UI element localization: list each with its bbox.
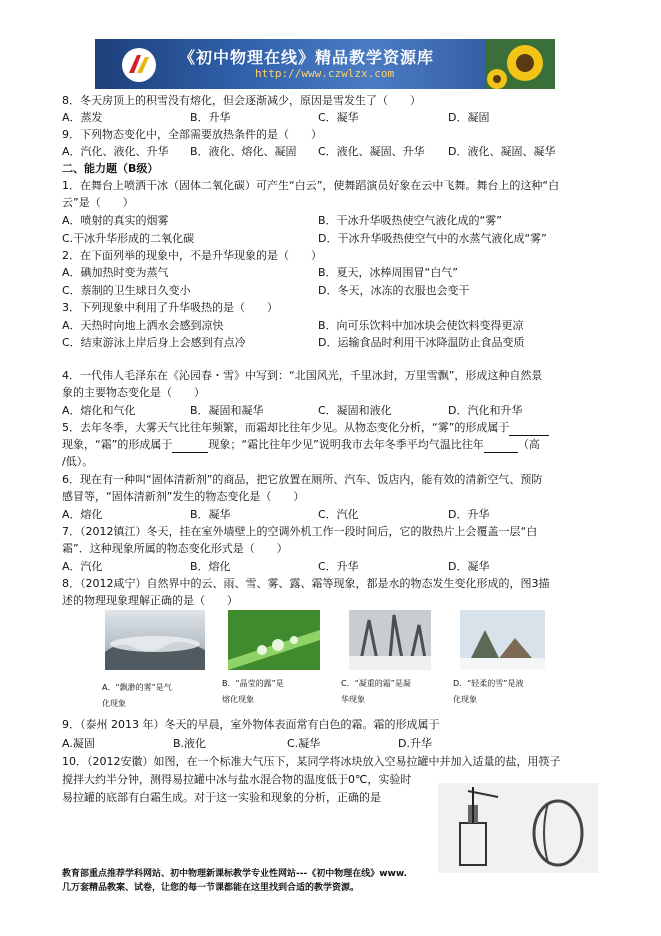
q9-option-b: B．液化、熔化、凝固 [190, 145, 297, 158]
snow-photo [460, 610, 545, 670]
p5-line-2 [62, 437, 540, 453]
q8-option-a: A．蒸发 [62, 111, 103, 124]
p5-line-2a: 现象，“霜”的形成属于 [62, 438, 173, 451]
p3-stem: 3．下列现象中利用了升华吸热的是（ ） [62, 301, 278, 314]
p5-line-1 [62, 420, 549, 436]
site-logo-icon [121, 47, 157, 83]
caption-c-line-1: C．“凝重的霜”是凝 [341, 679, 411, 688]
p9-option-d: D.升华 [398, 737, 432, 750]
fog-photo [105, 610, 205, 670]
caption-a-line-2: 化现象 [102, 699, 126, 708]
p10-line-3: 易拉罐的底部有白霜生成。对于这一实验和现象的分析，正确的是 [62, 791, 381, 804]
caption-d-line-1: D．“轻柔的雪”是液 [453, 679, 524, 688]
p4-option-c: C．凝固和液化 [318, 404, 392, 417]
p7-option-a: A．汽化 [62, 560, 103, 573]
p5-line-2c: （高 [517, 438, 540, 451]
p5-line-1-text: 5．去年冬季，大雾天气比往年频繁，而霜却比往年少见。从物态变化分析，“雾”的形成属于 [62, 421, 510, 434]
caption-b-line-2: 熔化现象 [222, 695, 254, 704]
p5-line-3: /低）。 [62, 455, 94, 468]
q8-stem: 8．冬天房顶上的积雪没有熔化，但会逐渐减少，原因是雪发生了（ ） [62, 94, 421, 107]
p2-option-d: D．冬天，冰冻的衣服也会变干 [318, 284, 470, 297]
p10-line-1: 10．（2012安徽）如图，在一个标准大气压下，某同学将冰块放入空易拉罐中并加入适量的盐，用筷子 [62, 755, 561, 768]
p4-line-1: 4．一代伟人毛泽东在《沁园春・雪》中写到：“北国风光，千里冰封，万里雪飘”，形成这种自然景 [62, 369, 543, 382]
p1-option-d: D．干冰升华吸热使空气中的水蒸气液化成“雾” [318, 232, 547, 245]
p2-option-b: B．夏天，冰棒周围冒“白气” [318, 266, 458, 279]
p10-line-2: 搅拌大约半分钟，测得易拉罐中冰与盐水混合物的温度低于0℃，实验时 [62, 773, 412, 786]
footer-line-1: 教育部重点推荐学科网站、初中物理新课标教学专业性网站---《初中物理在线》www. [62, 869, 407, 879]
caption-c-line-2: 华现象 [341, 695, 365, 704]
p3-option-a: A．天热时向地上洒水会感到凉快 [62, 319, 224, 332]
q8-option-b: B．升华 [190, 111, 231, 124]
p7-line-2: 霜”．这种现象所属的物态变化形式是（ ） [62, 542, 288, 555]
caption-d-line-2: 化现象 [453, 695, 477, 704]
p9-option-a: A.凝固 [62, 737, 95, 750]
p6-option-d: D．升华 [448, 508, 490, 521]
can-experiment-illustration [438, 783, 598, 873]
p8-line-1: 8．（2012咸宁）自然界中的云、雨、雪、雾、露、霜等现象，都是水的物态发生变化形成的，图3描 [62, 577, 550, 590]
p4-option-d: D．汽化和升华 [448, 404, 523, 417]
p1-option-b: B．干冰升华吸热使空气液化成的“雾” [318, 214, 502, 227]
q9-stem: 9．下列物态变化中，全部需要放热条件的是（ ） [62, 128, 322, 141]
p4-option-b: B．凝固和凝华 [190, 404, 264, 417]
caption-b-line-1: B．“晶莹的露”是 [222, 679, 284, 688]
p6-option-c: C．汽化 [318, 508, 359, 521]
p1-option-c: C.干冰升华形成的二氧化碳 [62, 232, 195, 245]
frost-photo [349, 610, 431, 670]
p7-option-c: C．升华 [318, 560, 359, 573]
q8-option-d: D．凝固 [448, 111, 490, 124]
p3-option-b: B．向可乐饮料中加冰块会使饮料变得更凉 [318, 319, 524, 332]
fog-answer-blank[interactable] [509, 420, 549, 436]
temperature-answer-blank[interactable] [484, 437, 518, 453]
sunflower-image [485, 39, 555, 89]
footer-line-2: 几万套精品教案、试卷，让您的每一节课都能在这里找到合适的教学资源。 [62, 883, 360, 893]
p3-option-d: D．运输食品时利用干冰降温防止食品变质 [318, 336, 525, 349]
q8-option-c: C．凝华 [318, 111, 359, 124]
p1-option-a: A．喷射的真实的烟雾 [62, 214, 169, 227]
p6-line-2: 感冒等，“固体清新剂”发生的物态变化是（ ） [62, 490, 305, 503]
p7-option-b: B．熔化 [190, 560, 231, 573]
caption-a-line-1: A．“飘渺的雾”是气 [102, 683, 172, 692]
p7-option-d: D．凝华 [448, 560, 490, 573]
p3-option-c: C．结束游泳上岸后身上会感到有点冷 [62, 336, 246, 349]
section-heading: 二、能力题（B级） [62, 162, 159, 175]
p1-line-1: 1．在舞台上喷洒干冰（固体二氧化碳）可产生“白云”，使舞蹈演员好象在云中飞舞。舞台上的这种“白 [62, 179, 560, 192]
p8-line-2: 述的物理现象理解正确的是（ ） [62, 594, 238, 607]
p2-option-a: A．碘加热时变为蒸气 [62, 266, 169, 279]
q9-option-d: D．液化、凝固、凝华 [448, 145, 556, 158]
q9-option-a: A．汽化、液化、升华 [62, 145, 169, 158]
p7-line-1: 7．（2012镇江）冬天，挂在室外墙壁上的空调外机工作一段时间后，它的散热片上会覆盖一层“白 [62, 525, 538, 538]
q9-option-c: C．液化、凝固、升华 [318, 145, 425, 158]
banner-title: 《初中物理在线》精品教学资源库 [179, 48, 435, 67]
p4-option-a: A．熔化和气化 [62, 404, 136, 417]
p2-option-c: C．萘制的卫生球日久变小 [62, 284, 191, 297]
p9-stem: 9．（泰州 2013 年）冬天的早晨，室外物体表面常有白色的霜。霜的形成属于 [62, 718, 440, 731]
p9-option-b: B.液化 [173, 737, 207, 750]
p6-option-a: A．熔化 [62, 508, 103, 521]
p6-option-b: B．凝华 [190, 508, 231, 521]
p5-line-2b: 现象；“霜比往年少见”说明我市去年冬季平均气温比往年 [208, 438, 484, 451]
p6-line-1: 6．现在有一种叫“固体清新剂”的商品，把它放置在厕所、汽车、饭店内，能有效的清新空气、预防 [62, 473, 543, 486]
banner-url: http://www.czwlzx.com [255, 67, 395, 80]
dew-photo [228, 610, 320, 670]
p9-option-c: C.凝华 [287, 737, 321, 750]
header-banner [95, 39, 555, 89]
p4-line-2: 象的主要物态变化是（ ） [62, 386, 205, 399]
frost-answer-blank[interactable] [172, 437, 208, 453]
p1-line-2: 云”是（ ） [62, 196, 134, 209]
p2-stem: 2．在下面列举的现象中，不是升华现象的是（ ） [62, 249, 322, 262]
